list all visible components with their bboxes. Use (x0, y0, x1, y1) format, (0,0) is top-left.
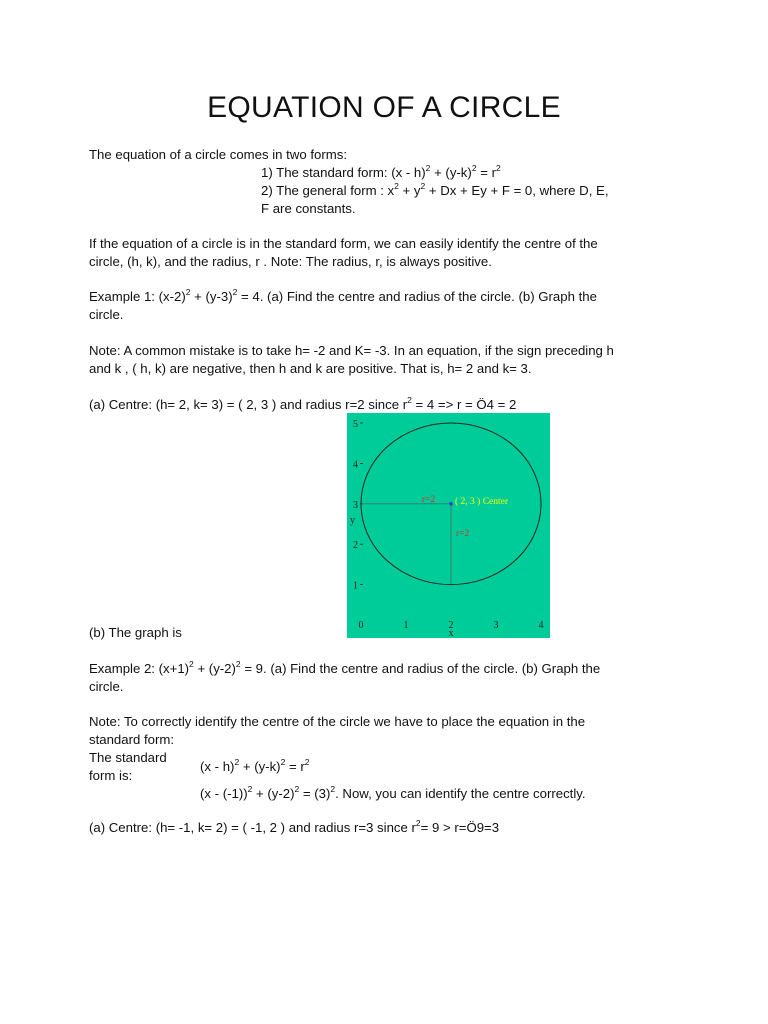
superscript: 2 (495, 163, 501, 173)
superscript: 2 (235, 659, 241, 669)
text-run: + Dx + Ey + F = 0, where D, E, (425, 183, 609, 198)
superscript: 2 (280, 757, 286, 767)
superscript: 2 (189, 659, 194, 669)
example-2-line (89, 660, 600, 678)
y-tick-label: 4 (353, 459, 358, 471)
superscript: 2 (394, 181, 399, 191)
text-run: 2) The general form : x (261, 183, 395, 198)
text-run: = 9 > r=Ö9=3 (420, 820, 500, 835)
superscript: 2 (471, 163, 477, 173)
text-run: + (y-k) (239, 759, 281, 774)
superscript: 2 (330, 784, 336, 794)
standard-label: form is: (89, 768, 133, 783)
center-point (449, 502, 453, 506)
x-tick-label: 4 (538, 620, 544, 631)
example-1-line-2: circle. (89, 307, 124, 322)
text-run: Example 1: (x-2) (89, 289, 186, 304)
text-run: = 4 => r = Ö4 = 2 (411, 397, 517, 412)
example-2-line-2: circle. (89, 679, 124, 694)
superscript: 2 (234, 757, 240, 767)
text-run: = 4. (a) Find the centre and radius of the circle. (b) Graph the (237, 289, 597, 304)
radius-label-horizontal: r=2 (421, 494, 436, 505)
superscript: 2 (425, 163, 431, 173)
graph-label: (b) The graph is (89, 625, 182, 640)
text-run: + (y-k) (430, 165, 472, 180)
example-1-line (89, 288, 597, 306)
note-line: standard form: (89, 732, 175, 747)
note-line: Note: A common mistake is to take h= -2 and K= -3. In an equation, if the sign preceding h (89, 343, 614, 358)
superscript: 2 (420, 181, 426, 191)
y-tick-label: 5 (353, 419, 358, 430)
note-line: and k , ( h, k) are negative, then h and k are positive. That is, h= 2 and k= 3. (89, 361, 532, 376)
text-run: = r (476, 165, 496, 180)
x-axis-label: x (448, 628, 454, 638)
y-tick-label: 3 (353, 499, 358, 511)
general-form-line-2: F are constants. (261, 201, 356, 216)
superscript: 2 (415, 818, 421, 828)
general-form-line (261, 182, 608, 200)
answer-1-line (89, 396, 516, 414)
text-run: = (3) (299, 786, 331, 801)
text-run: (a) Centre: (h= -1, k= 2) = ( -1, 2 ) and radius r=3 since r (89, 820, 416, 835)
superscript: 2 (185, 287, 191, 297)
y-tick-label: 2 (353, 540, 358, 552)
y-tick-label: 1 (353, 580, 358, 592)
text-run: (x - h) (200, 759, 235, 774)
paragraph-line: circle, (h, k), and the radius, r . Note: The radius, r, is always positive. (89, 254, 492, 269)
standard-form-line (261, 164, 501, 182)
y-axis-label: y (350, 514, 355, 526)
text-run: . Now, you can identify the centre correctly. (335, 786, 586, 801)
x-tick-label: 0 (358, 620, 364, 631)
x-tick-label: 2 (448, 620, 454, 631)
intro-text: The equation of a circle comes in two forms: (89, 147, 347, 162)
superscript: 2 (247, 784, 253, 794)
text-run: + y (398, 183, 421, 198)
center-label: ( 2, 3 ) Center (455, 496, 509, 507)
standard-equation-substituted (200, 785, 586, 803)
page-title: EQUATION OF A CIRCLE (207, 91, 561, 124)
circle-graph (347, 413, 550, 638)
superscript: 2 (294, 784, 300, 794)
text-run: + (y-3) (190, 289, 233, 304)
x-tick-label: 1 (403, 620, 409, 631)
note-line: Note: To correctly identify the centre of the circle we have to place the equation in the (89, 714, 586, 729)
radius-label-vertical: r=2 (456, 529, 470, 540)
text-run: (a) Centre: (h= 2, k= 3) = ( 2, 3 ) and radius r=2 since r (89, 397, 408, 412)
superscript: 2 (232, 287, 238, 297)
text-run: = r (285, 759, 305, 774)
text-run: + (y-2) (193, 661, 236, 676)
text-run: 1) The standard form: (x - h) (261, 165, 426, 180)
answer-2-line (89, 819, 499, 837)
text-run: = 9. (a) Find the centre and radius of the circle. (b) Graph the (240, 661, 601, 676)
superscript: 2 (407, 395, 412, 405)
plot-background (347, 413, 550, 638)
paragraph-line: If the equation of a circle is in the standard form, we can easily identify the centre of the (89, 236, 598, 251)
text-run: Example 2: (x+1) (89, 661, 190, 676)
x-tick-label: 3 (493, 620, 499, 631)
text-run: (x - (-1)) (200, 786, 248, 801)
superscript: 2 (304, 757, 310, 767)
standard-label: The standard (89, 750, 167, 765)
standard-equation (200, 758, 309, 776)
text-run: + (y-2) (252, 786, 295, 801)
